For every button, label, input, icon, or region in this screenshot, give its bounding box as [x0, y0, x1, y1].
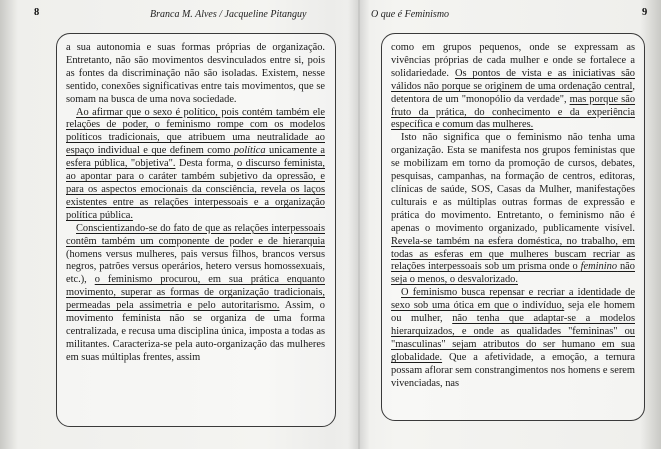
text-run: , detentora de um "monopólio da verdade",: [391, 80, 635, 105]
right-running-head: O que é Feminismo: [371, 9, 450, 20]
left-page-number: 8: [34, 7, 40, 18]
paragraph: [66, 107, 325, 223]
paragraph: [391, 42, 635, 132]
underlined-text-run: Revela-se também na esfera doméstica, no trabalho, em todas as esferas em que mulheres buscam recriar as relações interpessoais sob um prisma onde o: [391, 235, 635, 273]
text-run: Que a afetividade, a emoção, a ternura possam aflorar sem constrangimentos nos homens e serem vivenciadas, nas: [391, 351, 635, 389]
underlined-text-run: não tenha que adaptar-se a modelos hierarquizados, e onde as qualidades "femininas" ou "masculinas" sejam atributos do ser humano em sua globalidade.: [391, 313, 635, 363]
underlined-text-run: o feminismo procurou, em sua prática enquanto movimento, superar as formas de organização tradicionais, permeadas pela assimetria e pelo autoritarismo.: [66, 274, 325, 312]
underlined-text-run: o discurso feminista, ao apontar para o caráter também subjetivo da opressão, e para os aspectos emocionais da consciência, revela os laços existentes entre as relações interpessoais e a organização política pública.: [66, 158, 326, 221]
paragraph: [391, 287, 635, 390]
underlined-text-run: Conscientizando-se do fato de que as relações interpessoais contêm também um componente de poder e de hierarquia: [66, 222, 325, 247]
left-running-head: Branca M. Alves / Jacqueline Pitanguy: [150, 9, 307, 20]
paragraph: [66, 223, 325, 365]
right-body-text: [391, 42, 635, 390]
paragraph: [391, 132, 635, 287]
text-run: seja ele homem ou mulher,: [391, 300, 635, 325]
text-run: Assim, o movimento feminista não se organiza de uma forma centralizada, e recusa uma disciplina única, imposta a todas as militantes. Caracteriza-se pela auto-organização das mulheres em suas múltiplas frentes, assim: [66, 300, 325, 363]
underlined-text-run: não seja o menos, o desvalorizado.: [391, 261, 635, 286]
right-page: [362, 0, 661, 449]
text-run: a sua autonomia e suas formas próprias de organização. Entretanto, não são movimentos desvinculados entre si, pois as fontes da discriminação não são isoladas. Existem, nesse sentido, conexões significativas entre tais movimentos, que se somam na busca de uma nova sociedade.: [66, 42, 325, 105]
underlined-text-run: política: [233, 145, 266, 157]
underlined-text-run: unicamente a esfera pública, "objetiva".: [66, 145, 325, 170]
left-body-text: [66, 42, 325, 365]
paragraph: [66, 42, 325, 107]
text-run: como em grupos pequenos, onde se expressam as vivências próprias de cada mulher e onde se fortalece a solidariedade.: [391, 42, 635, 79]
underlined-text-run: Ao afirmar que o sexo é político, pois contém também ele relações de poder, o feminismo rompe com os modelos políticos tradicionais, que atribuem uma neutralidade ao espaço individual e que definem como: [66, 106, 325, 157]
right-page-number: 9: [642, 7, 648, 18]
underlined-text-run: Os pontos de vista e as iniciativas são válidos não porque se originem de uma ordenação central: [391, 67, 635, 92]
text-run: Isto não significa que o feminismo não tenha uma organização. Esta se manifesta nos grupos feministas que se mobilizam em torno da promoção de cursos, debates, pesquisas, campanhas, na formação de centros, editoras, clínicas de saúde, SOS, Casas da Mulher, manifestações culturais e as múltiplas outras formas de expressão e prática do movimento. Entretanto, o feminismo não é apenas o movimento organizado, publicamente visível.: [391, 132, 635, 234]
underlined-text-run: feminino: [580, 261, 618, 273]
underlined-text-run: O feminismo busca repensar e recriar a identidade de sexo sob uma ótica em que o indivíduo,: [391, 287, 635, 312]
text-run: (homens versus mulheres, pais versus filhos, brancos versus negros, patrões versus operários, hetero versus homossexuais, etc.),: [66, 248, 325, 286]
underlined-text-run: mas porque são fruto da prática, do conhecimento e da experiência específica e comum das mulheres.: [391, 93, 636, 131]
text-run: Desta forma,: [175, 158, 237, 170]
